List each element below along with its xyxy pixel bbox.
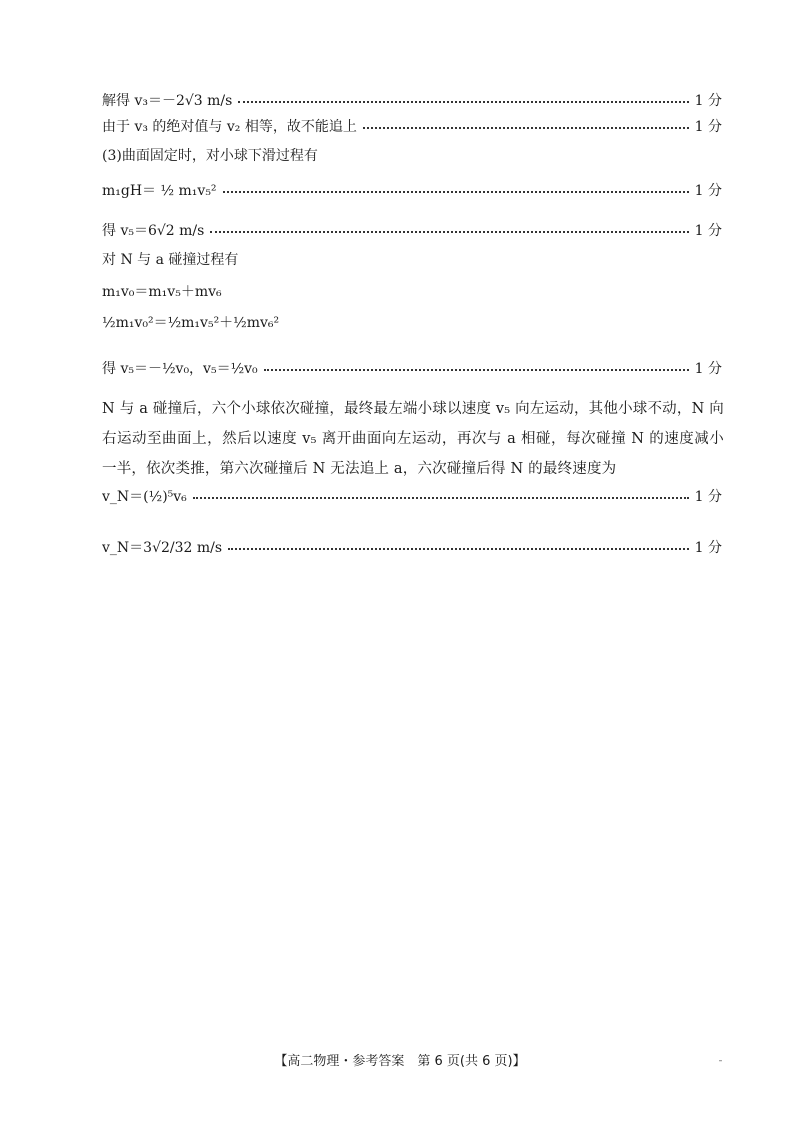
corner-mark: ¯ [718,1060,723,1071]
dot-leader [193,497,689,499]
dot-leader [228,548,689,550]
answer-line-3-text: (3)曲面固定时，对小球下滑过程有 [102,148,318,164]
answer-line-7 [102,281,722,301]
answer-line-1-score: 1 分 [694,93,722,109]
answer-line-5 [102,218,722,242]
answer-line-9-score: 1 分 [694,361,722,377]
answer-line-3 [102,145,722,165]
answer-line-7-text: m₁v₀＝m₁v₅＋mv₆ [102,284,222,300]
dot-leader [363,127,689,129]
final-line-1 [102,484,722,508]
dot-leader [210,231,688,233]
answer-line-9-text: 得 v₅＝－½v₀，v₅＝½v₀ [102,361,258,377]
dot-leader [238,101,688,103]
answer-line-8 [102,312,722,332]
answer-line-1 [102,88,722,112]
answer-line-8-text: ½m₁v₀²＝½m₁v₅²＋½mv₆² [102,315,280,331]
final-line-2-text: v_N＝3√2/32 m/s [102,540,223,556]
answer-line-9 [102,356,722,380]
dot-leader [264,369,689,371]
answer-line-2 [102,114,722,138]
final-line-2-score: 1 分 [694,540,722,556]
answer-line-5-text: 得 v₅＝6√2 m/s [102,223,205,239]
explanation-paragraph: N 与 a 碰撞后，六个小球依次碰撞，最终最左端小球以速度 v₅ 向左运动，其他小球不动，N 向右运动至曲面上，然后以速度 v₅ 离开曲面向左运动，再次与 a 相碰，每次碰撞 N 的速度减小一半，依次类推，第六次碰撞后 N 无法追上 a，六次碰撞后得 N 的最终速度为 [102,401,724,477]
answer-line-2-text: 由于 v₃ 的绝对值与 v₂ 相等，故不能追上 [102,119,357,135]
answer-line-2-score: 1 分 [694,119,722,135]
dot-leader [223,191,689,193]
final-line-1-text: v_N＝(½)⁵v₆ [102,489,187,505]
final-line-1-score: 1 分 [694,489,722,505]
answer-line-5-score: 1 分 [694,223,722,239]
answer-line-4-score: 1 分 [694,183,722,199]
answer-line-6-text: 对 N 与 a 碰撞过程有 [102,252,239,268]
answer-line-6 [102,249,722,269]
page-footer: 【高二物理・参考答案 第 6 页(共 6 页)】 [274,1054,526,1069]
answer-line-4 [102,178,722,202]
answer-line-1-text: 解得 v₃＝－2√3 m/s [102,93,233,109]
answer-line-4-text: m₁gH＝ ½ m₁v₅² [102,183,217,199]
final-line-2 [102,535,722,559]
